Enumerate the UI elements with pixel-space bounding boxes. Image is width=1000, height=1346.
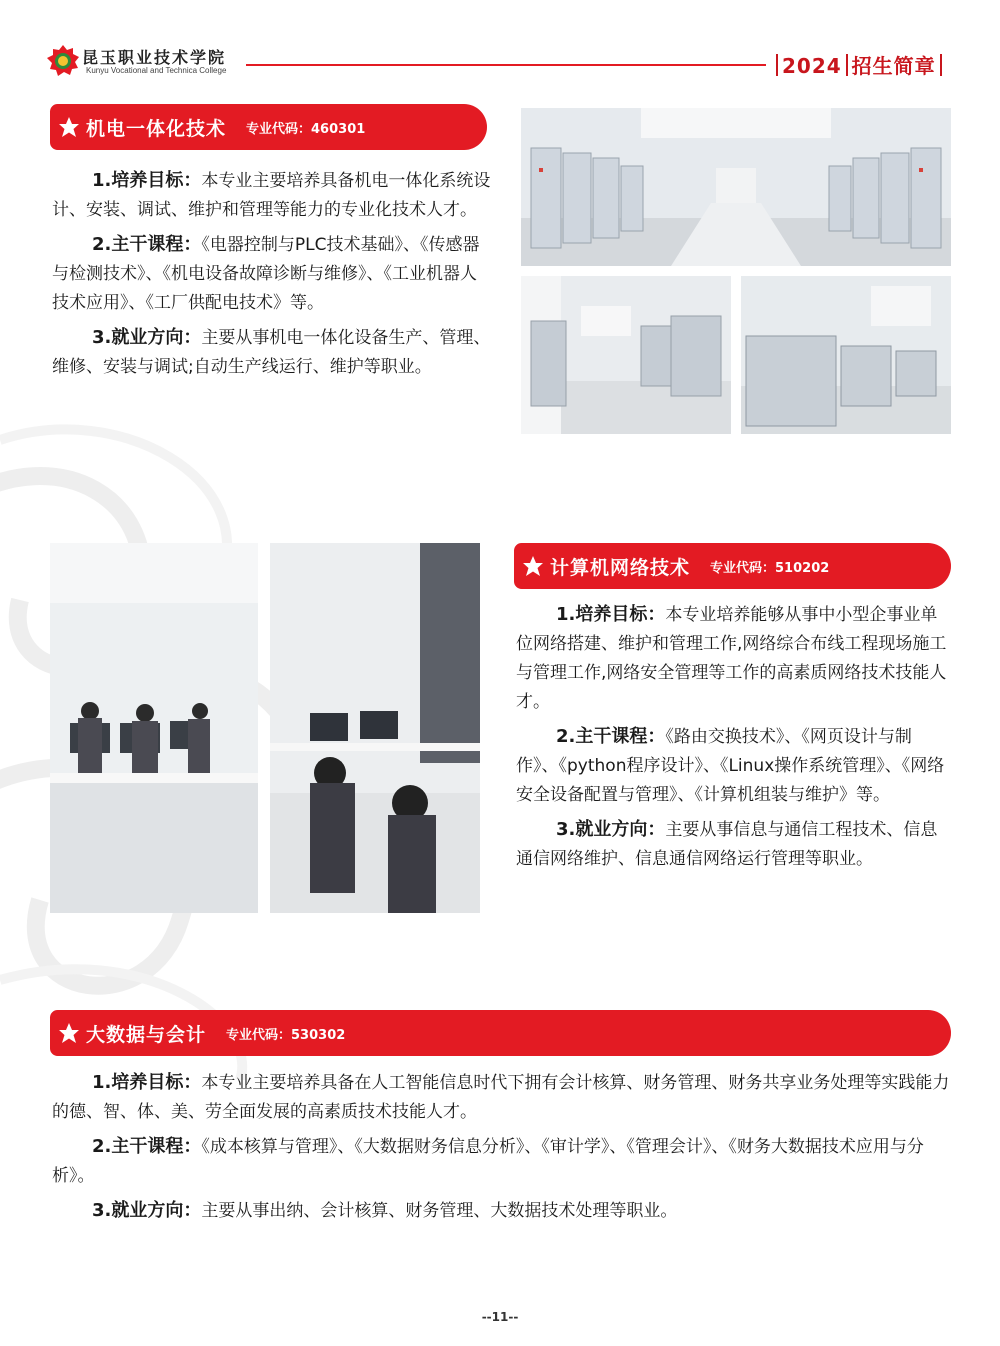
goal-text: 本专业主要培养具备在人工智能信息时代下拥有会计核算、财务管理、财务共享业务处理等实践能力的德、智、体、美、劳全面发展的高素质技术技能人才。 <box>52 1073 950 1122</box>
section-code: 专业代码：530302 <box>226 1027 346 1043</box>
goal-label: 1.培养目标： <box>556 604 666 625</box>
goal-text: 本专业培养能够从事中小型企事业单位网络搭建、维护和管理工作,网络综合布线工程现场施工与管理工作,网络安全管理等工作的高素质网络技术技能人才。 <box>516 605 947 712</box>
lab-photo-left <box>521 276 731 434</box>
section-code: 专业代码：510202 <box>710 560 830 576</box>
page-number: --11-- <box>481 1310 519 1324</box>
pentagon-star-icon <box>58 116 80 138</box>
brochure-name: 招生简章 <box>851 54 936 78</box>
brochure-title <box>772 50 946 78</box>
section-body-mechatronics <box>52 166 492 382</box>
header-divider <box>246 64 766 66</box>
computer-lab-photo-left <box>50 543 258 913</box>
course-text: 《成本核算与管理》、《大数据财务信息分析》、《审计学》、《管理会计》、《财务大数据技术应用与分析》。 <box>52 1137 924 1186</box>
college-emblem-icon <box>46 44 80 78</box>
career-text: 主要从事出纳、会计核算、财务管理、大数据技术处理等职业。 <box>201 1201 678 1221</box>
lab-photo-right <box>741 276 951 434</box>
section-body-accounting <box>52 1068 954 1226</box>
page-header <box>0 0 1000 95</box>
section-body-network <box>516 600 954 874</box>
pentagon-star-icon <box>58 1022 80 1044</box>
section-title: 机电一体化技术 <box>86 117 227 140</box>
section-title: 大数据与会计 <box>86 1023 207 1046</box>
school-english-name: Kunyu Vocational and Technica College <box>86 66 227 75</box>
section-banner-mechatronics <box>50 104 487 150</box>
course-label: 2.主干课程： <box>556 726 666 747</box>
section-title: 计算机网络技术 <box>550 556 691 579</box>
section-banner-accounting <box>50 1010 951 1056</box>
section-code: 专业代码：460301 <box>246 121 366 137</box>
course-label: 2.主干课程： <box>92 1136 202 1157</box>
goal-text: 本专业主要培养具备机电一体化系统设计、安装、调试、维护和管理等能力的专业化技术人才。 <box>52 171 491 220</box>
career-text: 主要从事机电一体化设备生产、管理、维修、安装与调试;自动生产线运行、维护等职业。 <box>52 328 491 377</box>
computer-lab-photo-right <box>270 543 480 913</box>
school-name: 昆玉职业技术学院 <box>82 48 227 67</box>
career-label: 3.就业方向： <box>92 1200 202 1221</box>
career-label: 3.就业方向： <box>92 327 202 348</box>
lab-photo-wide <box>521 108 951 266</box>
brochure-year: 2024 <box>782 54 842 78</box>
section-banner-network <box>514 543 951 589</box>
career-text: 主要从事信息与通信工程技术、信息通信网络维护、信息通信网络运行管理等职业。 <box>516 820 938 869</box>
goal-label: 1.培养目标： <box>92 1072 202 1093</box>
pentagon-star-icon <box>522 555 544 577</box>
course-label: 2.主干课程： <box>92 234 202 255</box>
course-text: 《电器控制与PLC技术基础》、《传感器与检测技术》、《机电设备故障诊断与维修》、《工业机器人技术应用》、《工厂供配电技术》等。 <box>52 235 480 313</box>
goal-label: 1.培养目标： <box>92 170 202 191</box>
course-text: 《路由交换技术》、《网页设计与制作》、《python程序设计》、《Linux操作系统管理》、《网络安全设备配置与管理》、《计算机组装与维护》等。 <box>516 727 945 805</box>
career-label: 3.就业方向： <box>556 819 666 840</box>
